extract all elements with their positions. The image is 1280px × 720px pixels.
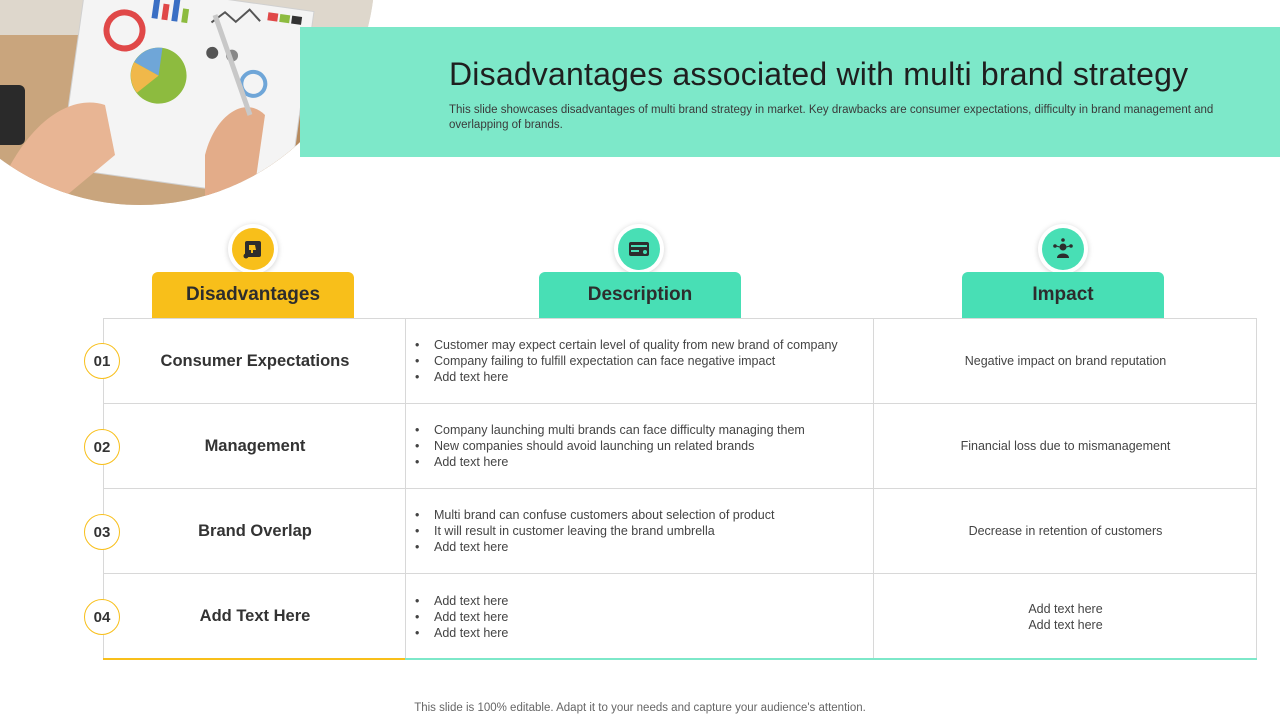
row-name: Consumer Expectations bbox=[160, 351, 350, 370]
impact-text: Financial loss due to mismanagement bbox=[960, 439, 1171, 453]
table-row bbox=[104, 489, 1256, 574]
row-description bbox=[434, 574, 874, 659]
page-title: Disadvantages associated with multi brand strategy bbox=[449, 56, 1189, 92]
thumbs-down-icon-badge bbox=[228, 224, 278, 274]
column-header-description: Description bbox=[539, 272, 741, 318]
table-row bbox=[104, 404, 1256, 489]
table-bottom-accent-yellow bbox=[103, 658, 405, 660]
list-item: • It will result in customer leaving the brand umbrella bbox=[434, 523, 874, 539]
list-item: • Add text here bbox=[434, 593, 874, 609]
row-description bbox=[434, 489, 874, 573]
row-number-badge: 01 bbox=[84, 343, 120, 379]
row-name: Brand Overlap bbox=[198, 521, 312, 540]
impact-text: Add text here bbox=[1028, 617, 1103, 632]
thumbs-down-icon bbox=[243, 239, 263, 259]
row-number-badge: 02 bbox=[84, 429, 120, 465]
list-item: • Add text here bbox=[434, 454, 874, 470]
person-network-icon bbox=[1052, 238, 1074, 260]
row-description bbox=[434, 319, 874, 403]
list-item: • Add text here bbox=[434, 625, 874, 641]
impact-text: Decrease in retention of customers bbox=[968, 524, 1163, 538]
row-impact bbox=[874, 489, 1257, 573]
card-icon-badge bbox=[614, 224, 664, 274]
column-header-disadvantages: Disadvantages bbox=[152, 272, 354, 318]
list-item: • Customer may expect certain level of quality from new brand of company bbox=[434, 337, 874, 353]
list-item: • New companies should avoid launching un related brands bbox=[434, 438, 874, 454]
impact-text: Negative impact on brand reputation bbox=[964, 354, 1167, 368]
row-name: Management bbox=[204, 436, 306, 455]
list-item: • Add text here bbox=[434, 609, 874, 625]
impact-text: Add text here bbox=[1028, 601, 1103, 616]
row-impact bbox=[874, 574, 1257, 659]
list-item: • Add text here bbox=[434, 369, 874, 385]
row-number-badge: 04 bbox=[84, 599, 120, 635]
page-subtitle: This slide showcases disadvantages of multi brand strategy in market. Key drawbacks are consumer expectations, difficulty in brand management and overlapping of brands. bbox=[449, 104, 1214, 131]
list-item: • Company launching multi brands can face difficulty managing them bbox=[434, 422, 874, 438]
footer-note: This slide is 100% editable. Adapt it to your needs and capture your audience's attention. bbox=[414, 702, 866, 714]
table-row bbox=[104, 319, 1256, 404]
row-description bbox=[434, 404, 874, 488]
person-network-icon-badge bbox=[1038, 224, 1088, 274]
list-item: • Multi brand can confuse customers about selection of product bbox=[434, 507, 874, 523]
column-header-impact: Impact bbox=[962, 272, 1164, 318]
table-bottom-accent-green bbox=[405, 658, 1257, 660]
disadvantages-table bbox=[103, 318, 1257, 659]
row-name: Add Text Here bbox=[199, 607, 311, 625]
row-number-badge: 03 bbox=[84, 514, 120, 550]
row-impact bbox=[874, 319, 1257, 403]
list-item: • Add text here bbox=[434, 539, 874, 555]
row-impact bbox=[874, 404, 1257, 488]
card-icon bbox=[628, 241, 650, 257]
table-row bbox=[104, 574, 1256, 659]
list-item: • Company failing to fulfill expectation can face negative impact bbox=[434, 353, 874, 369]
